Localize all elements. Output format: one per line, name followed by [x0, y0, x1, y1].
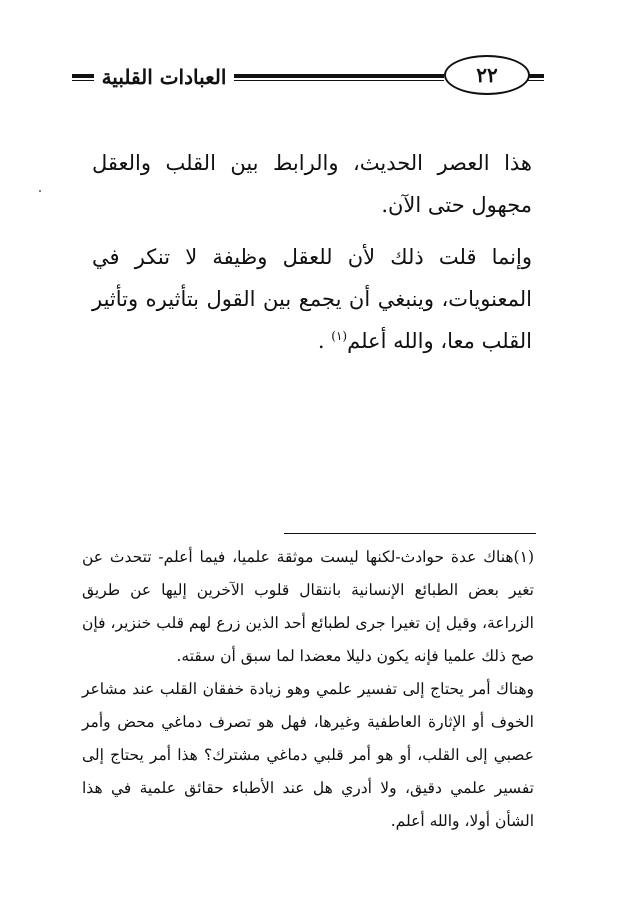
header-rule-left: [72, 74, 94, 81]
footnote-1-continuation: [82, 673, 534, 838]
header-rule-middle: [234, 74, 444, 81]
footnotes: [82, 541, 534, 838]
main-text: [92, 142, 532, 362]
body-paragraph: [92, 236, 532, 362]
chapter-title: العبادات القلبية: [101, 65, 227, 89]
scan-speck: [39, 190, 41, 192]
footnote-reference: (١): [331, 329, 348, 343]
header-rule-right: [528, 74, 544, 81]
body-paragraph-1-text: هذا العصر الحديث، والرابط بين القلب والعقل مجهول حتى الآن.: [92, 151, 532, 217]
body-paragraph-2-end: .: [317, 329, 332, 353]
body-paragraph-2-text: وإنما قلت ذلك لأن للعقل وظيفة لا تنكر في المعنويات، وينبغي أن يجمع بين القول بتأثيره وتأثير القلب معا، والله أعلم: [92, 245, 532, 353]
running-header: [72, 55, 532, 101]
footnote-1-text: هناك عدة حوادث-لكنها ليست موثقة علميا، فيما أعلم- تتحدث عن تغير بعض الطبائع الإنسانية بانتقال قلوب الآخرين إليها عن طريق الزراعة، وقيل إن تغيرا جرى لطبائع أحد الذين زرع لهم قلب خنزير، فإن صح ذلك علميا فإنه يكون دليلا معضدا لما سبق أن سقته.: [82, 548, 534, 665]
footnote-1-continuation-text: وهناك أمر يحتاج إلى تفسير علمي وهو زيادة خفقان القلب عند مشاعر الخوف أو الإثارة العاطفية وغيرها، فهل هو تصرف دماغي محض وأمر عصبي إلى القلب، أو هو أمر قلبي دماغي مشترك؟ هذا أمر يحتاج إلى تفسير علمي دقيق، ولا أدري هل عند الأطباء حقائق علمية في هذا الشأن أولا، والله أعلم.: [82, 680, 534, 830]
footnote-separator: [284, 533, 536, 534]
page-number: ٢٢: [476, 63, 498, 87]
body-paragraph: [92, 142, 532, 226]
footnote-1-marker: (١): [513, 548, 534, 566]
footnote-1: [82, 541, 534, 673]
page-number-oval: [444, 55, 530, 95]
